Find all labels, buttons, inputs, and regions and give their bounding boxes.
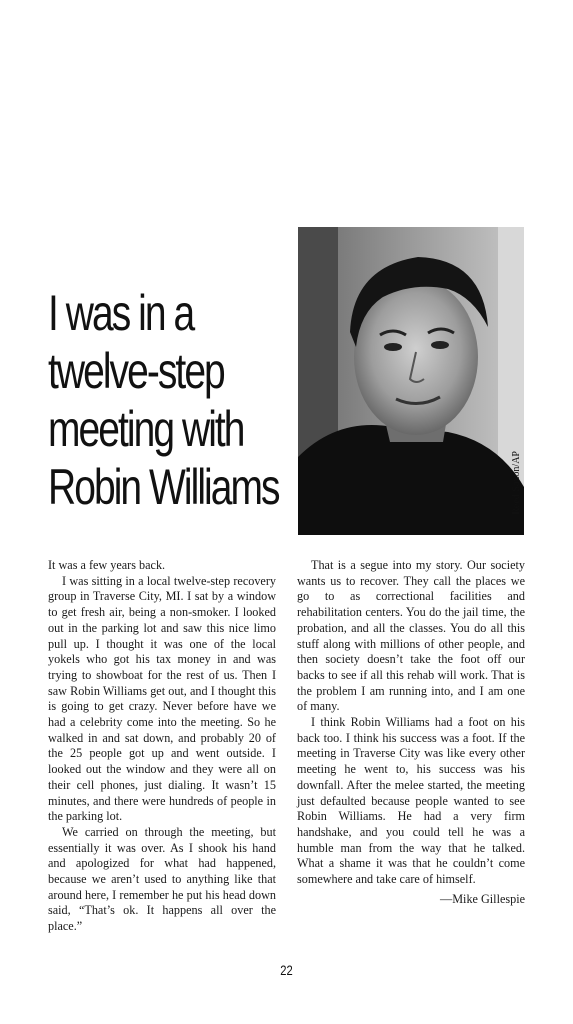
paragraph: It was a few years back. <box>48 558 166 572</box>
headline-line: I was in a <box>48 285 194 341</box>
article-column-left <box>48 558 276 935</box>
author-signature: —Mike Gillespie <box>440 891 525 906</box>
paragraph: I think Robin Williams had a foot on his back too. I think his success was a foot. If the meeting in Traverse City was like every other meeting he went to, his success was his downfall. After the melee started, the meeting just defaulted because people wanted to see Robin Williams. He had a very firm handshake, and you could tell he was a humble man from the way that he talked. What a shame it was that he couldn’t come somewhere and take care of himself. <box>297 715 525 887</box>
portrait-photo-icon <box>298 227 524 535</box>
headline-line: meeting with <box>48 401 244 457</box>
paragraph: That is a segue into my story. Our society wants us to recover. They call the places we go to as correctional facilities and rehabilitation centers. You do the jail time, the probation, and all the classes. You do all this stuff along with millions of other people, and then society doesn’t take the foot off our backs to see if all this rehab will work. That is the problem I am running into, and I am one of many. <box>297 558 525 714</box>
paragraph: I was sitting in a local twelve-step recovery group in Traverse City, MI. I sat by a window to get fresh air, being a non-smoker. I looked out in the parking lot and saw this nice limo pull up. I thought it was one of the local yokels who got his tax money in and was trying to showboat for the rest of us. Then I saw Robin Williams get out, and I thought this is going to get crazy. Never before have we had a celebrity come into the meeting. So he walked in and sat down, and probably 20 of the 25 people got up and went outside. I looked out the window and they were all on their cell phones, just dialing. It wasn’t 15 minutes, and there were hundreds of people in the parking lot. <box>48 573 276 824</box>
headline <box>48 284 282 516</box>
photo-credit: Reed Saxon/AP <box>511 451 522 515</box>
paragraph: We carried on through the meeting, but essentially it was over. As I shook his hand and apologized for what had happened, because we aren’t used to anything like that around here, I remember he put his head down said, “That’s ok. It happens all over the place.” <box>48 824 276 934</box>
portrait-photo <box>298 227 524 535</box>
article-column-right <box>297 558 525 907</box>
headline-line: Robin Williams <box>48 459 279 515</box>
page-number: 22 <box>280 962 293 978</box>
headline-line: twelve-step <box>48 343 224 399</box>
